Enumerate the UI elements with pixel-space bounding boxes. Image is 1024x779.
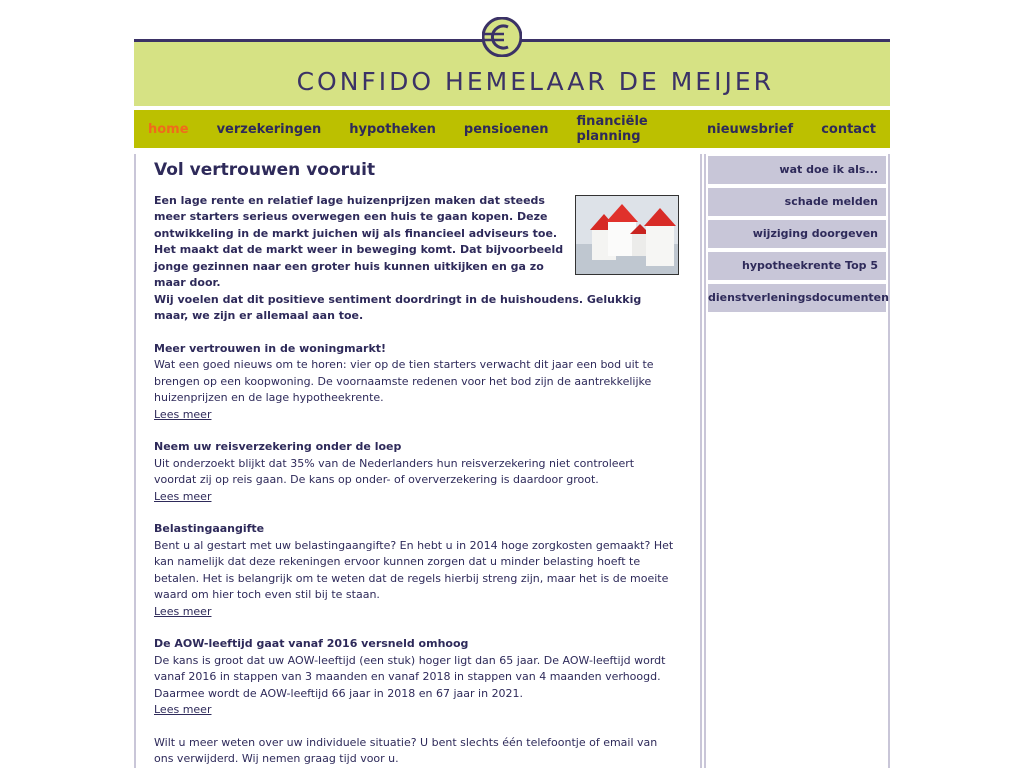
intro-paragraph-2: Wij voelen dat dit positieve sentiment doordringt in de huishoudens. Gelukkig maar, we zijn er allemaal aan toe. xyxy=(154,292,642,322)
nav-verzekeringen[interactable]: verzekeringen xyxy=(216,121,322,137)
nav-contact[interactable]: contact xyxy=(821,121,876,137)
news-item-title: Belastingaangifte xyxy=(154,522,265,535)
sidebar-item-wijziging-doorgeven[interactable]: wijziging doorgeven xyxy=(708,220,886,248)
read-more-link[interactable]: Lees meer xyxy=(154,489,212,503)
sidebar xyxy=(704,154,890,768)
news-item-text: Wat een goed nieuws om te horen: vier op de tien starters verwacht dit jaar een bod uit te brengen op een koopwoning. De voornaamste redenen voor het bod zijn de aantrekkelijke huizenprijzen en de lage hypotheekrente. xyxy=(154,358,654,404)
nav-home[interactable]: home xyxy=(148,121,189,137)
houses-photo xyxy=(575,195,679,275)
nav-pensioenen[interactable]: pensioenen xyxy=(463,121,549,137)
intro-text xyxy=(154,193,679,325)
sidebar-item-schade-melden[interactable]: schade melden xyxy=(708,188,886,216)
news-item xyxy=(154,439,679,505)
nav-hypotheken[interactable]: hypotheken xyxy=(349,121,436,137)
nav-nieuwsbrief[interactable]: nieuwsbrief xyxy=(707,121,794,137)
news-item xyxy=(154,636,679,719)
news-item-text: Bent u al gestart met uw belastingaangifte? En hebt u in 2014 hoge zorgkosten gemaakt? Het kan namelijk dat deze rekeningen ervoor kunnen zorgen dat u minder belasting hoeft te betalen. Het is belangrijk om te weten dat de regels hierbij streng zijn, maar het is de moeite waard om hier toch even stil bij te staan. xyxy=(154,538,674,601)
euro-logo-icon[interactable] xyxy=(482,17,522,57)
news-item-title: Neem uw reisverzekering onder de loep xyxy=(154,440,402,453)
intro-paragraph-1: Een lage rente en relatief lage huizenprijzen maken dat steeds meer starters serieus overwegen een huis te gaan kopen. Deze ontwikkeling in de markt juichen wij als financieel adviseurs toe. Het maakt dat de markt weer in beweging komt. Dat bijvoorbeeld jonge gezinnen naar een groter huis kunnen uitkijken en ga zo maar door. xyxy=(154,193,564,289)
news-item-title: Meer vertrouwen in de woningmarkt! xyxy=(154,341,387,355)
read-more-link[interactable]: Lees meer xyxy=(154,703,212,716)
news-item xyxy=(154,341,679,424)
nav-financiele-planning[interactable]: financiële planning xyxy=(576,114,648,144)
news-item-text: De kans is groot dat uw AOW-leeftijd (een stuk) hoger ligt dan 65 jaar. De AOW-leeftijd wordt vanaf 2016 in stappen van 3 maanden en vanaf 2018 in stappen van 4 maanden verhoogd. Daarmee wordt de AOW-leeftijd 66 jaar in 2018 en 67 jaar in 2021. xyxy=(154,653,666,700)
sidebar-item-hypotheekrente-top5[interactable]: hypotheekrente Top 5 xyxy=(708,252,886,280)
news-item xyxy=(154,521,679,620)
site-brand-name[interactable]: CONFIDO HEMELAAR DE MEIJER xyxy=(296,67,774,96)
read-more-link[interactable]: Lees meer xyxy=(154,407,212,421)
sidebar-item-dienstverleningsdocumenten[interactable]: dienstverleningsdocumenten xyxy=(708,284,886,312)
closing-text: Wilt u meer weten over uw individuele situatie? U bent slechts één telefoontje of email van ons verwijderd. Wij nemen graag tijd voor u. xyxy=(154,735,658,765)
main-content-column xyxy=(134,154,702,768)
page-title: Vol vertrouwen vooruit xyxy=(154,160,376,180)
main-navigation xyxy=(134,110,890,148)
news-item-text: Uit onderzoekt blijkt dat 35% van de Nederlanders hun reisverzekering niet controleert voordat zij op reis gaan. De kans op onder- of oververzekering is daardoor groot. xyxy=(154,456,635,486)
read-more-link[interactable]: Lees meer xyxy=(154,604,212,618)
news-item-title: De AOW-leeftijd gaat vanaf 2016 versneld omhoog xyxy=(154,637,469,650)
houses-illustration-icon xyxy=(576,196,678,274)
sidebar-item-wat-doe-ik-als[interactable]: wat doe ik als... xyxy=(708,156,886,184)
